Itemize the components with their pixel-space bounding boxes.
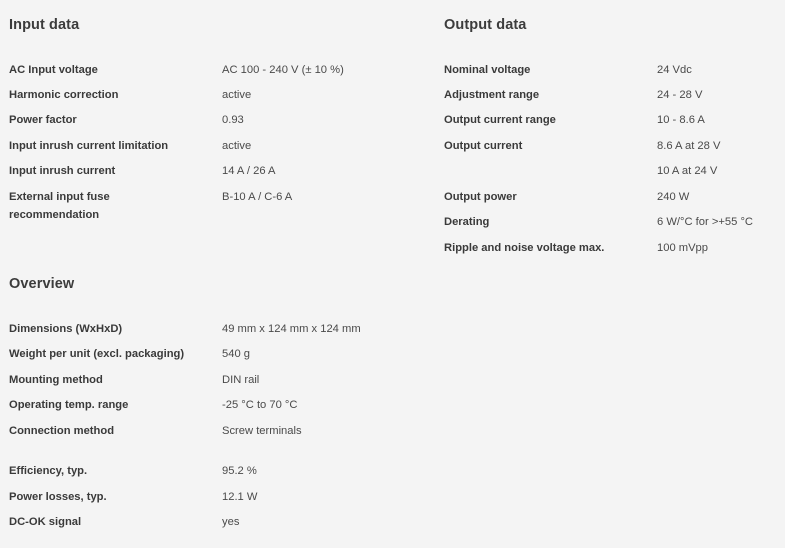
spec-value: 6 W/°C for >+55 °C <box>657 216 753 228</box>
spec-label: AC Input voltage <box>9 64 98 76</box>
input-data-section <box>9 17 389 237</box>
spec-label: Adjustment range <box>444 89 540 101</box>
spec-value: active <box>222 140 252 152</box>
spec-label: Harmonic correction <box>9 89 119 101</box>
spec-value: 240 W <box>657 191 690 203</box>
spec-value: AC 100 - 240 V (± 10 %) <box>222 64 344 76</box>
spec-label: Input inrush current <box>9 165 116 177</box>
spec-label: Operating temp. range <box>9 399 129 411</box>
spec-value: 24 - 28 V <box>657 89 703 101</box>
spec-value: 24 Vdc <box>657 64 692 76</box>
spec-value: 14 A / 26 A <box>222 165 276 177</box>
overview-title: Overview <box>9 276 75 292</box>
spec-label: Ripple and noise voltage max. <box>444 242 605 254</box>
spec-label: External input fuse <box>9 191 110 203</box>
spec-label: Derating <box>444 216 490 228</box>
spec-value: active <box>222 89 252 101</box>
spec-value: Screw terminals <box>222 425 302 437</box>
spec-value: 10 A at 24 V <box>657 165 718 177</box>
spec-label: Power losses, typ. <box>9 491 107 503</box>
spec-value: 100 mVpp <box>657 242 708 254</box>
spec-label: Power factor <box>9 114 77 126</box>
spec-value: 95.2 % <box>222 465 257 477</box>
spec-label: Mounting method <box>9 374 103 386</box>
spec-label: Connection method <box>9 425 115 437</box>
spec-value: yes <box>222 516 240 528</box>
spec-value: 49 mm x 124 mm x 124 mm <box>222 323 361 335</box>
spec-value: 540 g <box>222 348 250 360</box>
spec-label: Input inrush current limitation <box>9 140 169 152</box>
spec-label: Nominal voltage <box>444 64 531 76</box>
spec-value: 10 - 8.6 A <box>657 114 705 126</box>
spec-value: DIN rail <box>222 374 260 386</box>
output-data-section <box>444 17 784 267</box>
overview-section <box>9 276 389 546</box>
spec-value: -25 °C to 70 °C <box>222 399 298 411</box>
output-data-title: Output data <box>444 17 527 33</box>
spec-label: Output power <box>444 191 517 203</box>
spec-label: Weight per unit (excl. packaging) <box>9 348 185 360</box>
input-data-title: Input data <box>9 17 80 33</box>
spec-label: Dimensions (WxHxD) <box>9 323 123 335</box>
spec-label: Output current range <box>444 114 556 126</box>
spec-value: 0.93 <box>222 114 244 126</box>
spec-label: Output current <box>444 140 523 152</box>
spec-value: 12.1 W <box>222 491 258 503</box>
spec-value: B-10 A / C-6 A <box>222 191 293 203</box>
spec-label-continued: recommendation <box>9 209 100 221</box>
spec-label: Efficiency, typ. <box>9 465 88 477</box>
spec-label: DC-OK signal <box>9 516 82 528</box>
spec-value: 8.6 A at 28 V <box>657 140 721 152</box>
